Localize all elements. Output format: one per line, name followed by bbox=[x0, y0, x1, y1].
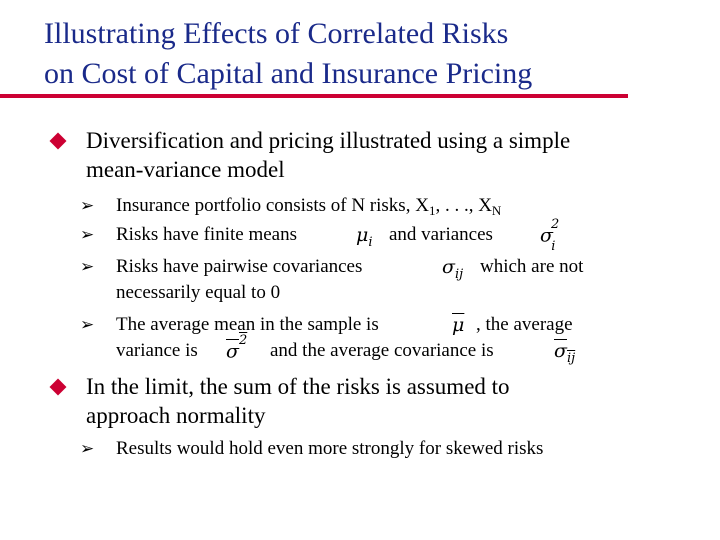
sub-text: Insurance portfolio consists of N risks, X bbox=[116, 195, 429, 216]
sigma-ij-bar-symbol: $\sigma_{ij}$ bbox=[554, 340, 576, 366]
bullet-2 bbox=[86, 372, 706, 430]
sub-bullet-1-4 bbox=[80, 312, 696, 366]
sub-text: Risks have finite means bbox=[116, 224, 297, 245]
sub-bullet-1-3 bbox=[80, 254, 696, 306]
sigma-bar-squared-symbol: $\sigma^2$ bbox=[226, 333, 248, 363]
bullet-1 bbox=[86, 126, 706, 184]
sub-text: and the average covariance is bbox=[270, 340, 494, 361]
sub-bullet-2-1 bbox=[80, 436, 696, 462]
sub-bullet-1-2 bbox=[80, 217, 696, 255]
arrowhead-bullet-icon: ➢ bbox=[80, 196, 95, 216]
mu-bar-symbol: $\overline{\mu}$ bbox=[452, 314, 465, 336]
slide-title bbox=[44, 14, 684, 94]
sub-text: variance is bbox=[116, 340, 198, 361]
sub-text: and variances bbox=[389, 224, 493, 245]
mu-i-symbol: $\mu_i$ bbox=[356, 224, 373, 250]
red-diamond-bullet-icon bbox=[50, 379, 67, 396]
bullet-1-line-2: mean-variance model bbox=[86, 157, 285, 182]
bullet-2-line-2: approach normality bbox=[86, 403, 266, 428]
sub-text: , . . ., X bbox=[435, 195, 492, 216]
bullet-1-line-1: Diversification and pricing illustrated using a simple bbox=[86, 128, 571, 153]
subscript: 1 bbox=[428, 203, 436, 218]
sub-text: Results would hold even more strongly for skewed risks bbox=[116, 438, 544, 459]
arrowhead-bullet-icon: ➢ bbox=[80, 315, 95, 335]
title-underline bbox=[0, 94, 628, 98]
title-line-1: Illustrating Effects of Correlated Risks bbox=[44, 17, 509, 50]
subscript: N bbox=[491, 203, 502, 218]
sigma-i-squared-symbol: $\sigma^2_i$ bbox=[540, 217, 560, 255]
sub-bullet-1-1 bbox=[80, 193, 696, 224]
arrowhead-bullet-icon: ➢ bbox=[80, 439, 95, 459]
sub-text: which are not bbox=[480, 256, 584, 277]
bullet-2-line-1: In the limit, the sum of the risks is assumed to bbox=[86, 374, 510, 399]
red-diamond-bullet-icon bbox=[50, 133, 67, 150]
arrowhead-bullet-icon: ➢ bbox=[80, 257, 95, 277]
sub-text: The average mean in the sample is bbox=[116, 314, 379, 335]
sigma-ij-symbol: $\sigma_{ij}$ bbox=[442, 256, 464, 282]
sub-text-line-2: necessarily equal to 0 bbox=[116, 282, 281, 303]
title-line-2: on Cost of Capital and Insurance Pricing bbox=[44, 57, 533, 90]
sub-text: , the average bbox=[476, 314, 573, 335]
arrowhead-bullet-icon: ➢ bbox=[80, 225, 95, 245]
sub-text: Risks have pairwise covariances bbox=[116, 256, 363, 277]
